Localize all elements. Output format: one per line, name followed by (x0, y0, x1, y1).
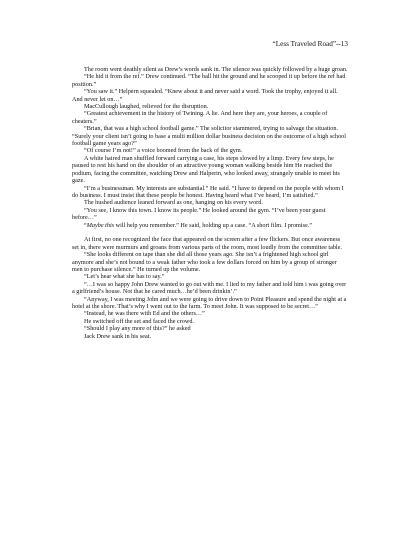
paragraph: “Should I play any more of this?” he asked (84, 325, 191, 333)
paragraph: “Let’s hear what she has to say.” (84, 273, 165, 281)
paragraph: “Of course I’m not!” a voice boomed from the back of the gym. (84, 147, 243, 155)
paragraph: At first, no one recognized the face that appeared on the screen after a few flickers. But once awareness set in, there were murmurs and groans from various parts of the room, most loudly from the committee table. (72, 236, 342, 251)
paragraph: Jack Drew sank in his seat. (84, 332, 152, 340)
paragraph: “You see, I know this town. I know its people.” He looked around the gym. “I’ve been your guest before…” (72, 206, 326, 222)
paragraph: “He hid it from the ref.” Drew continued. “The ball hit the ground and he scooped it up before the ref had position.” (72, 73, 346, 88)
paragraph: He switched off the set and faced the crowd. (84, 317, 195, 325)
emphasis-text: Maybe this (86, 221, 115, 229)
paragraph: “…I was so happy John Drew wanted to go out with me. I lied to my father and told him i was going over a girlfriend’s house. Not that he cared much…he’d been drinkin’.” (72, 280, 347, 296)
paragraph: The room went deathly silent as Drew’s words sank in. The silence was quickly followed by a huge groan. (84, 66, 348, 73)
paragraph: “You saw it.” Helpern squealed. “Knew about it and never said a word. Took the trophy, enjoyed it all. And never let on…” (72, 88, 338, 103)
paragraph: “Anyway, I was meeting John and we were going to drive down to Point Pleasure and spend the night at a hotel at the shore. That’s why I went out to the farm. To meet John. It was supposed to be secret…” (72, 295, 347, 310)
paragraph: A white haired man shuffled forward carrying a case, his steps slowed by a limp. Every few steps, he paused to rest his hand on the shoulder of an attractive young woman walking beside him He reached the podium, facing the committee, watching Drew and Halperin, who looked away, strangely unable to meet his gaze. (72, 154, 340, 185)
paragraph: “She looks different on tape than she did all those years ago. She isn’t a frightened high school girl anymore and she’s not bound to a weak father who took a few dollars forced on him by a group of stronger men to purchase silence.” He turned up the volume. (72, 251, 337, 273)
paragraph: MacCullough laughed, relieved for the disruption. (84, 103, 209, 111)
running-head: “Less Traveled Road”--13 (272, 40, 348, 48)
paragraph: “Brian, that was a high school football game.” The solicitor stammered, trying to salvage the situation. “Surely your client isn’t going to base a multi million dollar business decision on the outcome of a high school football game years ago?” (72, 125, 346, 148)
paragraph: “Instead, he was there with Ed and the others…” (84, 310, 205, 318)
page-body (72, 66, 348, 340)
paragraph: “I’m a businessman. My interests are substantial.” He said. “I have to depend on the people with whom I do business. I must insist that these people be honest. Having heard what I’ve heard, I’m satisfied.” (72, 184, 344, 199)
paragraph: “Maybe this will help you remember.” He said, holding up a case. “A short film. I promise.” (84, 221, 313, 229)
paragraph: The hushed audience leaned forward as one, hanging on his every word. (84, 199, 263, 207)
paragraph: “Greatest achievement in the history of Twining. A lie. And here they are, your heroes, a couple of cheaters.” (72, 110, 328, 125)
